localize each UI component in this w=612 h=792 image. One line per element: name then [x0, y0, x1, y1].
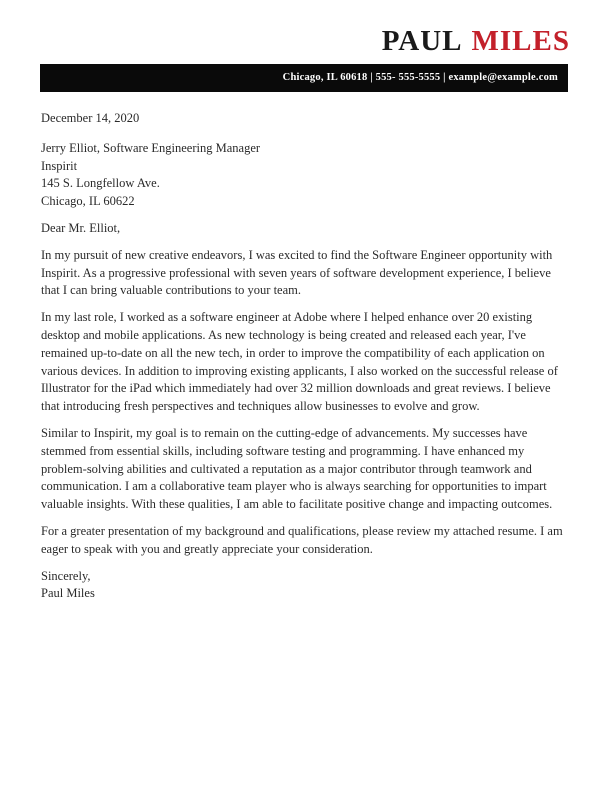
- recipient-city: Chicago, IL 60622: [41, 194, 135, 209]
- closing-block: [41, 568, 571, 604]
- recipient-street: 145 S. Longfellow Ave.: [41, 176, 160, 191]
- closing: Sincerely,: [41, 568, 91, 583]
- paragraph-intro: In my pursuit of new creative endeavors, I was excited to find the Software Engineer opportunity with Inspirit. As a progressive professional with seven years of software development experience, I believe that I can bring valuable contributions to your team.: [41, 247, 553, 298]
- applicant-name: [0, 26, 612, 56]
- paragraph-experience: In my last role, I worked as a software engineer at Adobe where I helped enhance over 20 existing desktop and mobile applications. As new technology is being created and released each year, I've remained up-to-date on all the new tech, in order to improve the compatibility of each application on various devices. In addition to improving existing applicants, I also worked on the successful release of Illustrator for the iPad which immediately had over 32 million downloads and great reviews. I believe that introducing fresh perspectives and techniques allow businesses to evolve and grow.: [41, 310, 558, 414]
- applicant-first-name: PAUL: [381, 25, 463, 57]
- letter-body: [41, 110, 571, 603]
- recipient-company: Inspirit: [41, 158, 78, 173]
- contact-info: Chicago, IL 60618 | 555- 555-5555 | example@example.com: [282, 72, 558, 83]
- contact-bar: [40, 64, 568, 92]
- signature-name: Paul Miles: [41, 586, 95, 601]
- paragraph-skills: Similar to Inspirit, my goal is to remain on the cutting-edge of advancements. My successes have stemmed from essential skills, including software testing and programming. I have enhanced my problem-solving abilities and cultivated a reputation as a major contributor through teamwork and communication. I am a collaborative team player who is always searching for opportunities to impart valuable insights. With these qualities, I am able to facilitate positive change and impacting outcomes.: [41, 425, 553, 512]
- salutation: Dear Mr. Elliot,: [41, 220, 121, 235]
- recipient-name-title: Jerry Elliot, Software Engineering Manager: [41, 140, 261, 155]
- letter-header: [0, 0, 612, 92]
- paragraph-call-to-action: For a greater presentation of my background and qualifications, please review my attached resume. I am eager to speak with you and greatly appreciate your consideration.: [41, 523, 563, 556]
- letter-date: December 14, 2020: [41, 111, 140, 125]
- applicant-last-name: MILES: [471, 25, 570, 57]
- recipient-block: [41, 140, 571, 211]
